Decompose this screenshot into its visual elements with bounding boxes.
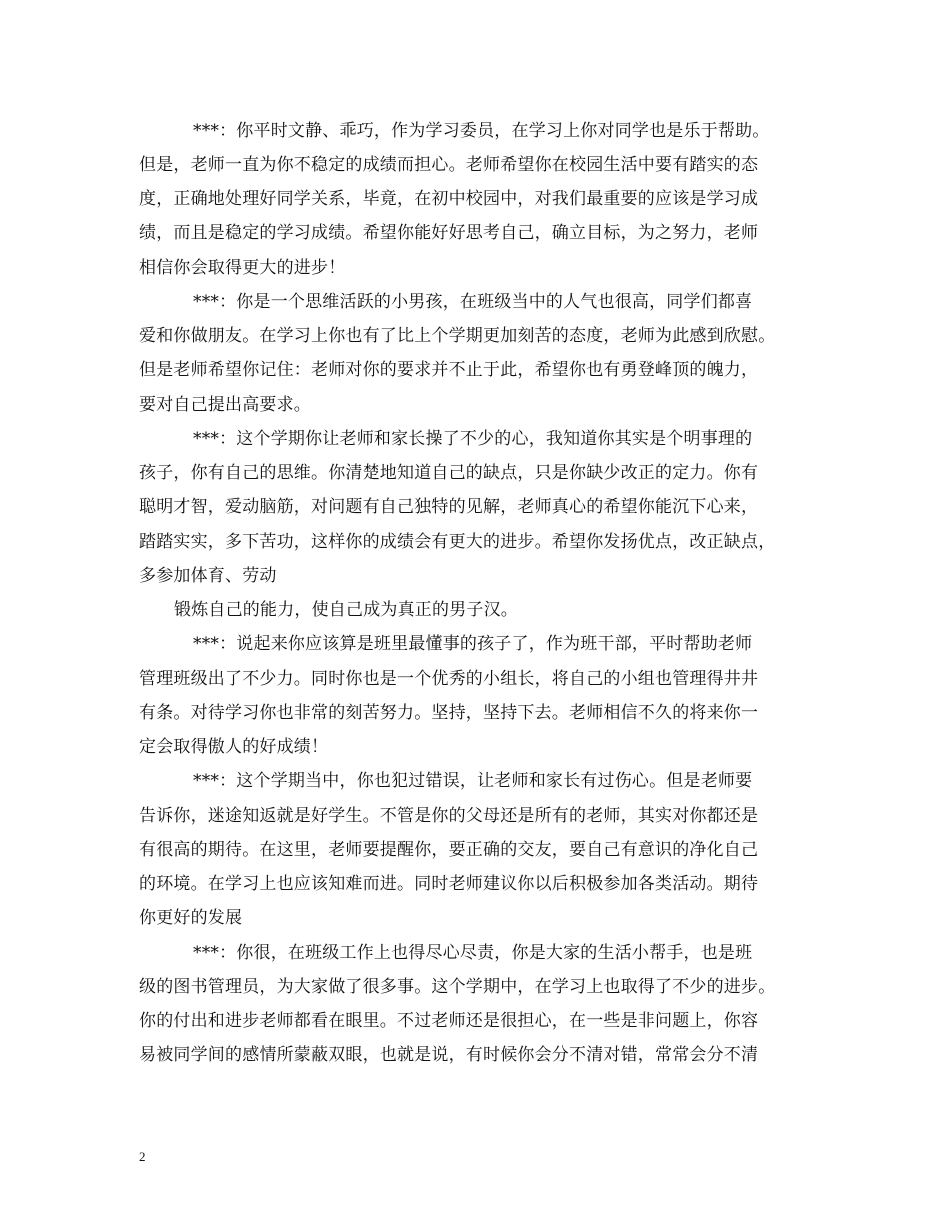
text-line: 多参加体育、劳动 (139, 566, 277, 586)
text-line: ***：这个学期你让老师和家长操了不少的心，我知道你其实是个明事理的 (193, 429, 753, 449)
text-line: ***：这个学期当中，你也犯过错误，让老师和家长有过伤心。但是老师要 (193, 771, 753, 791)
text-line: 锻炼自己的能力，使自己成为真正的男子汉。 (174, 600, 518, 620)
text-line: 但是，老师一直为你不稳定的成绩而担心。老师希望你在校园生活中要有踏实的态 (139, 155, 759, 175)
text-line: 的环境。在学习上也应该知难而进。同时老师建议你以后积极参加各类活动。期待 (139, 874, 759, 894)
text-line: 要对自己提出高要求。 (139, 395, 311, 415)
text-line: ***：你是一个思维活跃的小男孩，在班级当中的人气也很高，同学们都喜 (193, 292, 753, 312)
text-line: ***：你很，在班级工作上也得尽心尽责，你是大家的生活小帮手，也是班 (193, 943, 753, 963)
text-line: ***：说起来你应该算是班里最懂事的孩子了，作为班干部，平时帮助老师 (193, 634, 753, 654)
text-line: 聪明才智，爱动脑筋，对问题有自己独特的见解，老师真心的希望你能沉下心来， (139, 497, 759, 517)
text-line: 度，正确地处理好同学关系，毕竟，在初中校园中，对我们最重要的应该是学习成 (139, 189, 759, 209)
text-line: 孩子，你有自己的思维。你清楚地知道自己的缺点，只是你缺少改正的定力。你有 (139, 463, 759, 483)
text-line: ***：你平时文静、乖巧，作为学习委员，在学习上你对同学也是乐于帮助。 (193, 121, 770, 141)
text-line: 管理班级出了不少力。同时你也是一个优秀的小组长，将自己的小组也管理得井井 (139, 669, 759, 689)
text-line: 定会取得傲人的好成绩！ (139, 737, 329, 757)
text-line: 你的付出和进步老师都看在眼里。不过老师还是很担心，在一些是非问题上，你容 (139, 1011, 759, 1031)
text-line: 易被同学间的感情所蒙蔽双眼，也就是说，有时候你会分不清对错，常常会分不清 (139, 1045, 759, 1065)
text-line: 相信你会取得更大的进步！ (139, 258, 346, 278)
text-line: 有条。对待学习你也非常的刻苦努力。坚持，坚持下去。老师相信不久的将来你一 (139, 703, 759, 723)
text-line: 有很高的期待。在这里，老师要提醒你，要正确的交友，要自己有意识的净化自己 (139, 840, 759, 860)
text-line: 级的图书管理员，为大家做了很多事。这个学期中，在学习上也取得了不少的进步。 (139, 977, 776, 997)
text-line: 爱和你做朋友。在学习上你也有了比上个学期更加刻苦的态度，老师为此感到欣慰。 (139, 326, 776, 346)
text-line: 你更好的发展 (139, 908, 243, 928)
text-line: 绩，而且是稳定的学习成绩。希望你能好好思考自己，确立目标，为之努力，老师 (139, 223, 759, 243)
page-number: 2 (139, 1149, 146, 1164)
text-line: 但是老师希望你记住：老师对你的要求并不止于此，希望你也有勇登峰顶的魄力， (139, 360, 759, 380)
text-line: 告诉你，迷途知返就是好学生。不管是你的父母还是所有的老师，其实对你都还是 (139, 806, 759, 826)
text-line: 踏踏实实，多下苦功，这样你的成绩会有更大的进步。希望你发扬优点，改正缺点， (139, 532, 776, 552)
